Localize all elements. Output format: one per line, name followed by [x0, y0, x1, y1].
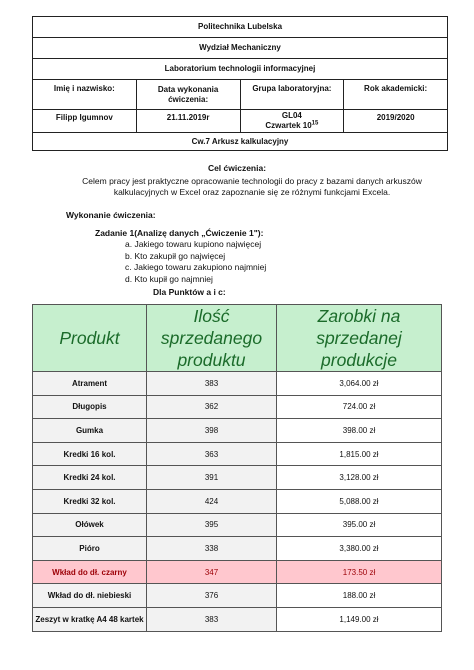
earnings-cell: 1,815.00 zł: [277, 442, 442, 466]
product-cell: Długopis: [33, 395, 147, 419]
product-cell: Zeszyt w kratkę A4 48 kartek: [33, 607, 147, 631]
table-row: [33, 537, 442, 561]
product-cell: Ołówek: [33, 513, 147, 537]
table-row: [33, 560, 442, 584]
date-caption: Data wykonania ćwiczenia:: [136, 80, 240, 110]
product-cell: Wkład do dł. czarny: [33, 560, 147, 584]
earnings-cell: 1,149.00 zł: [277, 607, 442, 631]
quantity-cell: 362: [147, 395, 277, 419]
product-cell: Kredki 32 kol.: [33, 489, 147, 513]
table-row: [33, 372, 442, 396]
points-label: Dla Punktów a i c:: [153, 287, 226, 297]
product-cell: Gumka: [33, 419, 147, 443]
table-body: [33, 372, 442, 632]
quantity-cell: 363: [147, 442, 277, 466]
table-row: [33, 584, 442, 608]
lab-group: [240, 110, 344, 133]
list-item: b. Kto zakupił go najwięcej: [125, 250, 226, 261]
quantity-cell: 398: [147, 419, 277, 443]
table-row: [33, 489, 442, 513]
earnings-cell: 173.50 zł: [277, 560, 442, 584]
lab-name: Laboratorium technologii informacyjnej: [33, 59, 448, 80]
column-header-earnings: Zarobki na sprzedanej produkcje: [277, 305, 442, 372]
exercise-title: Cw.7 Arkusz kalkulacyjny: [33, 133, 448, 151]
student-name: Filipp Igumnov: [33, 110, 137, 133]
quantity-cell: 376: [147, 584, 277, 608]
table-row: [33, 419, 442, 443]
earnings-cell: 398.00 zł: [277, 419, 442, 443]
quantity-cell: 383: [147, 372, 277, 396]
earnings-cell: 3,380.00 zł: [277, 537, 442, 561]
list-item: d. Kto kupił go najmniej: [125, 273, 213, 284]
earnings-cell: 5,088.00 zł: [277, 489, 442, 513]
exercise-date: 21.11.2019r: [136, 110, 240, 133]
list-item: a. Jakiego towaru kupiono najwięcej: [125, 239, 262, 249]
university-name: Politechnika Lubelska: [33, 17, 448, 38]
product-cell: Kredki 16 kol.: [33, 442, 147, 466]
group-day: [241, 121, 344, 131]
table-row: [33, 607, 442, 631]
year-caption: Rok akademicki:: [344, 80, 448, 110]
table-row: [33, 513, 442, 537]
earnings-cell: 3,064.00 zł: [277, 372, 442, 396]
name-caption: Imię i nazwisko:: [33, 80, 137, 110]
earnings-cell: 395.00 zł: [277, 513, 442, 537]
earnings-cell: 724.00 zł: [277, 395, 442, 419]
task-heading: Zadanie 1(Analizę danych „Ćwiczenie 1"):: [95, 228, 264, 238]
quantity-cell: 383: [147, 607, 277, 631]
quantity-cell: 347: [147, 560, 277, 584]
goal-text: Celem pracy jest praktyczne opracowanie technologii do pracy z bazami danych arkuszów kalkulacyjnych w Excel oraz zapoznanie się ze różnymi funkcjami Excela.: [82, 176, 422, 197]
product-cell: Wkład do dł. niebieski: [33, 584, 147, 608]
quantity-cell: 395: [147, 513, 277, 537]
group-caption: Grupa laboratoryjna:: [240, 80, 344, 110]
product-cell: Atrament: [33, 372, 147, 396]
table-row: [33, 466, 442, 490]
earnings-cell: 188.00 zł: [277, 584, 442, 608]
sales-table: [32, 304, 442, 632]
group-code: GL04: [281, 111, 302, 120]
faculty-name: Wydział Mechaniczny: [33, 38, 448, 59]
quantity-cell: 338: [147, 537, 277, 561]
list-item: c. Jakiego towaru zakupiono najmniej: [125, 262, 267, 273]
group-day-text: Czwartek 10: [265, 121, 312, 130]
group-time-sup: 15: [311, 120, 319, 127]
table-row: [33, 442, 442, 466]
earnings-cell: 3,128.00 zł: [277, 466, 442, 490]
goal-heading: Cel ćwiczenia:: [207, 163, 267, 173]
document-header-table: [32, 16, 448, 151]
column-header-quantity: Ilość sprzedanego produktu: [147, 305, 277, 372]
table-row: [33, 395, 442, 419]
task-list: [125, 239, 266, 285]
product-cell: Pióro: [33, 537, 147, 561]
product-cell: Kredki 24 kol.: [33, 466, 147, 490]
quantity-cell: 424: [147, 489, 277, 513]
column-header-product: Produkt: [33, 305, 147, 372]
quantity-cell: 391: [147, 466, 277, 490]
academic-year: 2019/2020: [344, 110, 448, 133]
execution-heading: Wykonanie ćwiczenia:: [66, 210, 156, 220]
